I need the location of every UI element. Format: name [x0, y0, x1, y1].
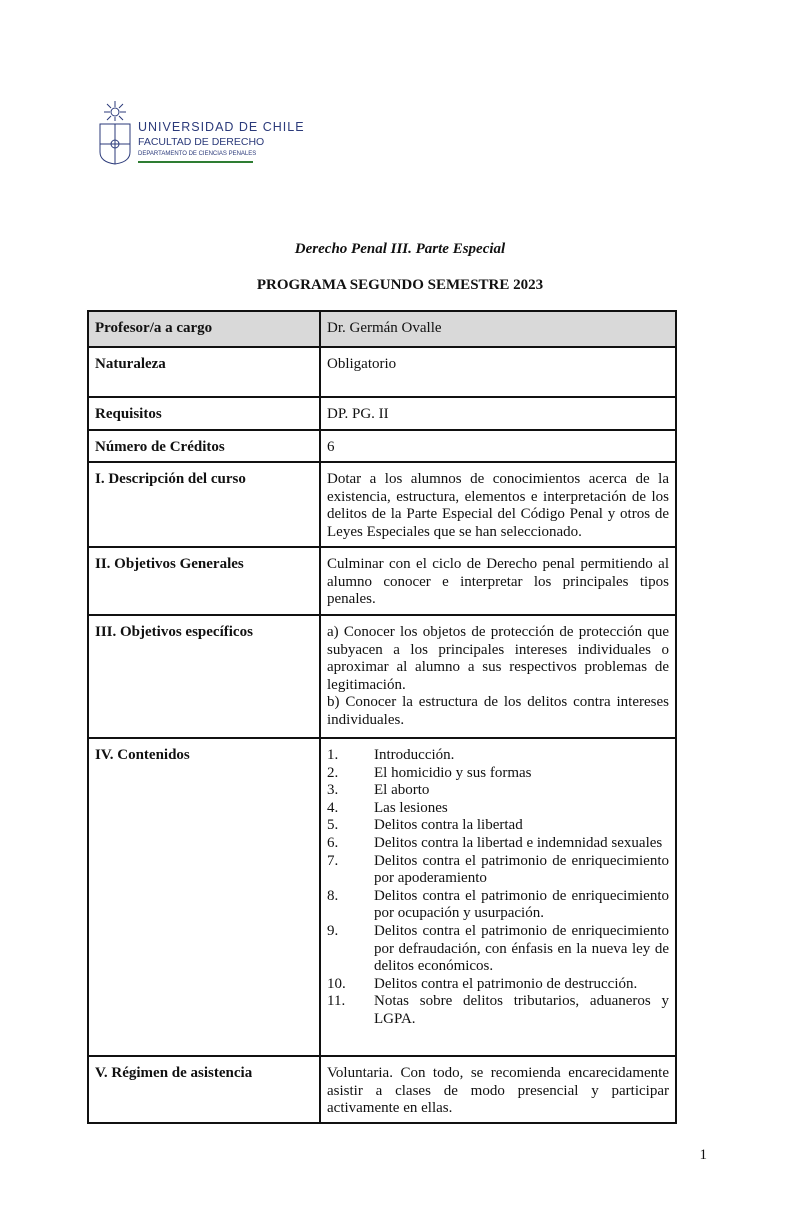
list-text: El homicidio y sus formas: [374, 764, 532, 781]
row-value: DP. PG. II: [320, 397, 676, 430]
list-text: Introducción.: [374, 747, 455, 763]
list-text: El aborto: [374, 782, 430, 799]
list-item: [327, 888, 669, 923]
list-text: Notas sobre delitos tributarios, aduaneros y LGPA.: [374, 993, 669, 1027]
list-text: Delitos contra el patrimonio de enriquecimiento por defraudación, con énfasis en la nueva ley de delitos económicos.: [374, 922, 669, 975]
faculty-name: FACULTAD DE DERECHO: [138, 136, 265, 148]
list-number: 3.: [327, 782, 339, 799]
list-number: 10.: [327, 975, 346, 992]
row-label: V. Régimen de asistencia: [88, 1056, 320, 1123]
row-value: Dr. Germán Ovalle: [320, 311, 676, 347]
table-row: [88, 311, 676, 347]
row-label: Requisitos: [88, 397, 320, 430]
table-row: [88, 430, 676, 462]
list-number: 7.: [327, 852, 339, 869]
table-row: [88, 738, 676, 1056]
list-item: [327, 817, 669, 835]
list-text: Las lesiones: [374, 799, 448, 816]
department-name: DEPARTAMENTO DE CIENCIAS PENALES: [138, 151, 257, 157]
list-number: 2.: [327, 764, 339, 781]
row-label: IV. Contenidos: [88, 738, 320, 1056]
row-label: Número de Créditos: [88, 430, 320, 462]
list-item: [327, 747, 669, 765]
list-item: [327, 835, 669, 853]
list-item: [327, 993, 669, 1028]
list-number: 9.: [327, 922, 339, 939]
table-row: [88, 397, 676, 430]
row-value: Dotar a los alumnos de conocimientos acerca de la existencia, estructura, elementos e interpretación de los delitos de la Parte Especial del Código Penal y otros de Leyes Especiales que se han seleccionado.: [320, 462, 676, 547]
table-row: [88, 547, 676, 615]
university-name: UNIVERSIDAD DE CHILE: [138, 120, 305, 134]
row-value: Voluntaria. Con todo, se recomienda encarecidamente asistir a clases de modo presencial y participar activamente en ellas.: [320, 1056, 676, 1123]
list-item: [327, 765, 669, 783]
list-item: [327, 853, 669, 888]
table-row: [88, 462, 676, 547]
list-text: Delitos contra el patrimonio de destrucción.: [374, 975, 638, 992]
row-value: Obligatorio: [320, 347, 676, 397]
row-value: [320, 615, 676, 738]
row-value: Culminar con el ciclo de Derecho penal permitiendo al alumno conocer e interpretar los principales tipos penales.: [320, 547, 676, 615]
row-label: II. Objetivos Generales: [88, 547, 320, 615]
row-label: I. Descripción del curso: [88, 462, 320, 547]
table-row: [88, 1056, 676, 1123]
list-number: 5.: [327, 817, 339, 834]
list-number: 4.: [327, 799, 339, 816]
table-wrapper: [87, 310, 707, 1164]
table-row: [88, 615, 676, 738]
page-number: 1: [699, 1147, 707, 1163]
row-label: Profesor/a a cargo: [88, 311, 320, 347]
list-item: [327, 782, 669, 800]
program-table: [87, 310, 677, 1124]
objective-b: b) Conocer la estructura de los delitos contra intereses individuales.: [327, 694, 669, 728]
list-text: Delitos contra la libertad: [374, 817, 523, 834]
logo-underline: [138, 161, 253, 163]
university-logo: [98, 100, 305, 170]
list-text: Delitos contra la libertad e indemnidad sexuales: [374, 834, 663, 851]
list-item: [327, 976, 669, 994]
course-title: Derecho Penal III. Parte Especial: [294, 241, 506, 257]
university-crest-icon: [98, 100, 132, 166]
contents-list-cell: [320, 738, 676, 1056]
list-number: 11.: [327, 993, 346, 1010]
contents-list: [327, 747, 669, 1029]
table-row: [88, 347, 676, 397]
list-number: 1.: [327, 747, 339, 763]
list-text: Delitos contra el patrimonio de enriquecimiento por apoderamiento: [374, 852, 669, 887]
row-label: Naturaleza: [88, 347, 320, 397]
row-label: III. Objetivos específicos: [88, 615, 320, 738]
list-number: 6.: [327, 834, 339, 851]
program-subtitle: PROGRAMA SEGUNDO SEMESTRE 2023: [256, 277, 544, 293]
list-text: Delitos contra el patrimonio de enriquecimiento por ocupación y usurpación.: [374, 887, 669, 922]
list-item: [327, 800, 669, 818]
objective-a: a) Conocer los objetos de protección de protección que subyacen a los principales intereses individuales o aproximar al alumno a sus respectivos problemas de legitimación.: [327, 624, 669, 693]
list-number: 8.: [327, 887, 339, 904]
list-item: [327, 923, 669, 976]
row-value: 6: [320, 430, 676, 462]
